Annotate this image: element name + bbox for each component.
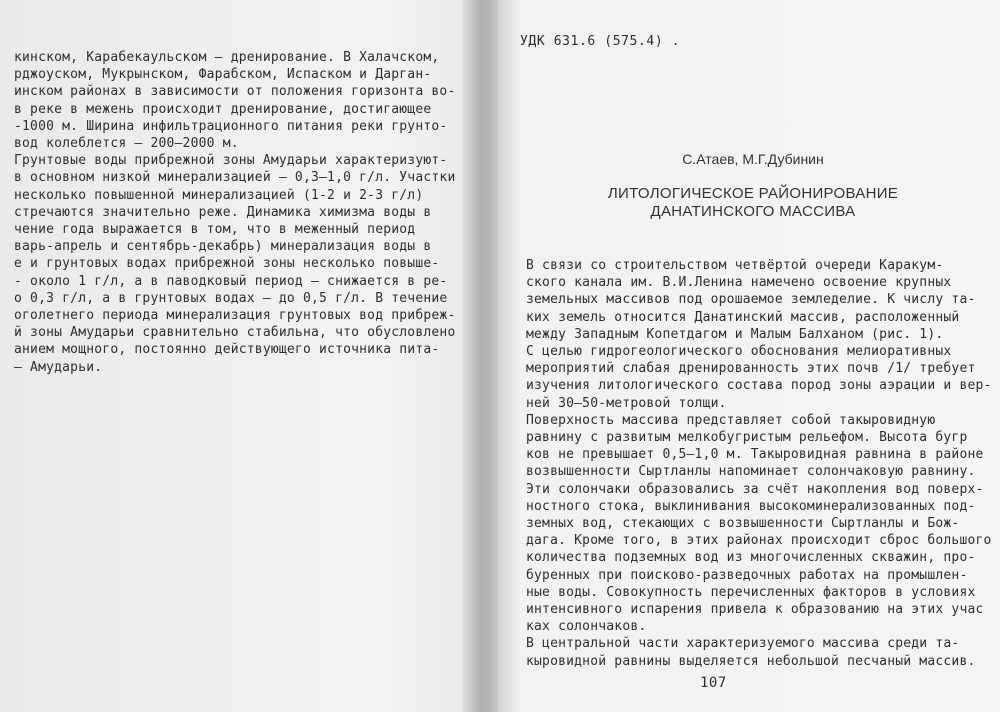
right-page-text bbox=[526, 257, 992, 670]
article-title-line: ЛИТОЛОГИЧЕСКОЕ РАЙОНИРОВАНИЕ bbox=[607, 185, 899, 202]
right-line: ках солончаков. bbox=[526, 619, 647, 635]
left-line: в реке в межень происходит дренирование, достигающее bbox=[14, 101, 432, 117]
udc-code: УДК 631.6 (575.4) . bbox=[520, 34, 681, 49]
left-page bbox=[0, 0, 486, 712]
right-page bbox=[486, 0, 1000, 712]
right-line: мероприятий слабая дренированность этих почв /1/ требует bbox=[526, 361, 976, 377]
right-line: земных вод, стекающих с возвышенности Сыртланлы и Бож- bbox=[526, 516, 960, 532]
right-line: между Западным Копетдагом и Малым Балханом (рис. 1). bbox=[526, 326, 944, 342]
right-line: ней 30–50-метровой толщи. bbox=[526, 395, 727, 411]
right-line: ные воды. Совокупность перечисленных факторов в условиях bbox=[526, 584, 976, 600]
right-line: ков не превышает 0,5–1,0 м. Такыровидная равнина в районе bbox=[526, 447, 984, 463]
left-line: рджоуском, Мукрынском, Фарабском, Испаском и Дарган- bbox=[14, 67, 432, 83]
right-line: земельных массивов под орошаемое земледелие. К числу та- bbox=[526, 292, 976, 308]
page-number: 107 bbox=[700, 675, 727, 691]
left-line: несколько повышенной минерализацией (1-2 и 2-3 г/л) bbox=[14, 187, 424, 203]
right-line: кыровидной равнины выделяется небольшой песчаный массив. bbox=[526, 653, 976, 669]
right-line: ского канала им. В.И.Ленина намечено освоение крупных bbox=[526, 275, 952, 291]
right-line: равнину с развитым мелкобугристым рельефом. Высота бугр bbox=[526, 430, 968, 446]
right-line: В центральной части характеризуемого массива среди та- bbox=[526, 636, 960, 652]
left-line: оголетнего периода минерализация грунтовых вод прибреж- bbox=[14, 308, 456, 324]
left-line: чение года выражается в том, что в меженный период bbox=[14, 222, 416, 238]
right-line: изучения литологического состава пород зоны аэрации и вер- bbox=[526, 378, 992, 394]
right-line: дага. Кроме того, в этих районах происходит сброс большого bbox=[526, 533, 992, 549]
left-line: кинском, Карабекаульском – дренирование. В Халачском, bbox=[14, 50, 440, 65]
article-title bbox=[520, 185, 986, 221]
left-line: - около 1 г/л, а в паводковый период – снижается в ре- bbox=[14, 273, 448, 289]
right-line: ких земель относится Данатинский массив, расположенный bbox=[526, 309, 960, 325]
left-line: е и грунтовых водах прибрежной зоны несколько повыше- bbox=[14, 256, 440, 272]
left-line: Грунтовые воды прибрежной зоны Амударьи характеризуют- bbox=[14, 153, 448, 169]
left-line: – Амударьи. bbox=[14, 359, 103, 375]
article-title-line: ДАНАТИНСКОГО МАССИВА bbox=[650, 203, 856, 220]
right-line: количества подземных вод из многочисленных скважин, про- bbox=[526, 550, 976, 566]
right-line: ностного стока, выклинивания высокоминерализованных под- bbox=[526, 498, 976, 514]
right-line: возвышенности Сыртланлы напоминает солончаковую равнину. bbox=[526, 464, 976, 480]
right-line: Эти солончаки образовались за счёт накопления вод поверх- bbox=[526, 481, 984, 497]
left-line: -1000 м. Ширина инфильтрационного питания реки грунто- bbox=[14, 118, 448, 134]
right-line: интенсивного испарения привела к образованию на этих учас bbox=[526, 602, 984, 618]
left-line: инском районах в зависимости от положения горизонта во- bbox=[14, 84, 456, 100]
right-line: С целью гидрогеологического обоснования мелиоративных bbox=[526, 344, 952, 360]
left-line: варь-апрель и сентябрь-декабрь) минерализация воды в bbox=[14, 239, 432, 255]
right-line: буренных при поисково-разведочных работах на промышлен- bbox=[526, 567, 968, 583]
left-line: й зоны Амударьи сравнительно стабильна, что обусловлено bbox=[14, 325, 456, 341]
left-line: в основном низкой минерализацией – 0,3–1,0 г/л. Участки bbox=[14, 170, 456, 186]
right-line: Поверхность массива представляет собой такыровидную bbox=[526, 412, 936, 428]
left-line: вод колеблется – 200–2000 м. bbox=[14, 136, 239, 152]
left-line: о 0,3 г/л, а в грунтовых водах – до 0,5 г/л. В течение bbox=[14, 290, 448, 306]
left-line: стречаются значительно реже. Динамика химизма воды в bbox=[14, 204, 432, 220]
article-authors: С.Атаев, М.Г.Дубинин bbox=[682, 151, 824, 167]
right-line: В связи со строительством четвёртой очереди Каракум- bbox=[526, 258, 944, 273]
left-page-text bbox=[14, 49, 476, 376]
left-line: анием мощного, постоянно действующего источника пита- bbox=[14, 342, 440, 358]
